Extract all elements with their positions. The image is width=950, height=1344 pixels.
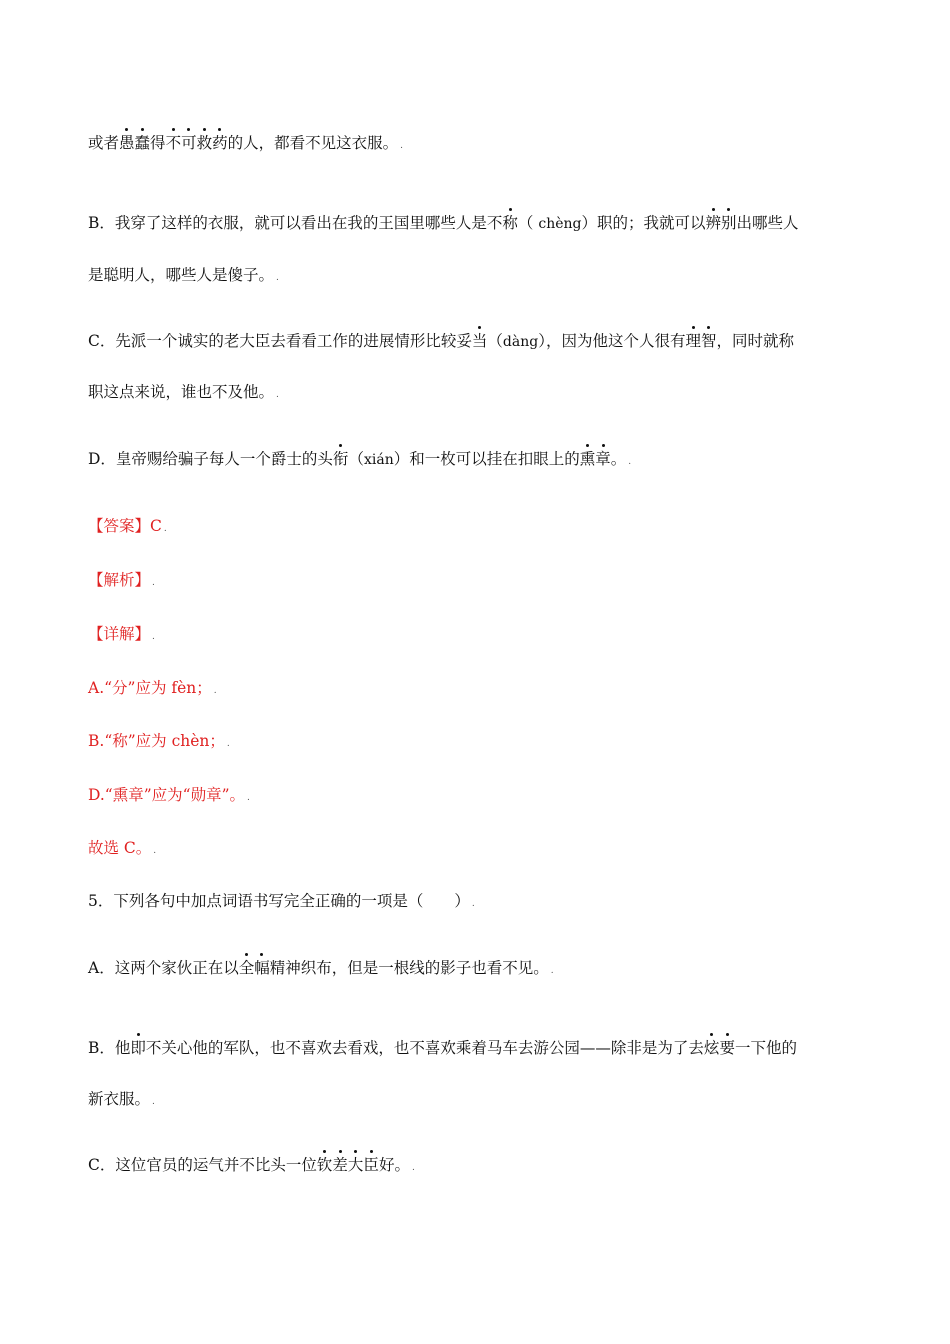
option-a-continuation xyxy=(88,132,403,157)
pinyin: dàng xyxy=(502,334,539,350)
paragraph-mark: . xyxy=(471,899,475,909)
dotted-char: 愚 xyxy=(119,134,135,152)
text: 的人，都看不见这衣服。 xyxy=(227,134,399,152)
paragraph-mark: . xyxy=(213,686,217,696)
paragraph-mark: . xyxy=(550,966,554,976)
q5-option-b-line1 xyxy=(88,1037,797,1059)
text: C．这位官员的运气并不比头一位 xyxy=(88,1156,317,1174)
dotted-word: 即 xyxy=(130,1039,146,1057)
text: A．这两个家伙正在以 xyxy=(88,959,239,977)
text: 精神织布，但是一根线的影子也看不见。 xyxy=(269,959,549,977)
dotted-char: 炫 xyxy=(703,1039,720,1057)
dotted-char: 药 xyxy=(212,134,228,152)
text: 好。 xyxy=(378,1156,410,1174)
text: D．皇帝赐给骗子每人一个爵士的头 xyxy=(88,450,333,468)
option-b-line1 xyxy=(88,212,799,235)
text: ）职的；我就可以 xyxy=(581,214,706,232)
text: 5．下列各句中加点词语书写完全正确的一项是（ ） xyxy=(88,892,470,910)
text: 或者 xyxy=(88,134,120,152)
paragraph-mark: . xyxy=(276,273,279,283)
text: （ xyxy=(517,214,539,232)
option-d-line xyxy=(88,448,631,473)
dotted-char: 差 xyxy=(332,1156,348,1174)
dotted-char: 章 xyxy=(595,450,611,468)
text: C．先派一个诚实的老大臣去看看工作的进展情形比较妥 xyxy=(88,332,472,350)
dotted-char: 别 xyxy=(721,214,737,232)
q5-option-b-line2 xyxy=(88,1088,155,1113)
option-c-line2 xyxy=(88,381,279,406)
q5-option-c xyxy=(88,1154,415,1179)
text: 故选 C。 xyxy=(88,839,152,857)
conclusion-line xyxy=(88,837,156,862)
text: D.“熏章”应为“勋章”。 xyxy=(88,786,245,804)
explain-a xyxy=(88,677,217,702)
pinyin: chèng xyxy=(538,216,582,232)
dotted-char: 辨 xyxy=(705,214,722,232)
dotted-word: 衔 xyxy=(332,450,349,468)
paragraph-mark: . xyxy=(152,578,155,588)
paragraph-mark: . xyxy=(163,524,167,534)
text: 一下他的 xyxy=(734,1039,797,1057)
dotted-char: 幅 xyxy=(254,959,270,977)
text: 不关心他的军队，也不喜欢去看戏，也不喜欢乘着马车去游公园——除非是为了去 xyxy=(145,1039,704,1057)
dotted-word: 当 xyxy=(471,332,488,350)
paragraph-mark: . xyxy=(152,632,155,642)
text: B．我穿了这样的衣服，就可以看出在我的王国里哪些人是不 xyxy=(88,214,503,232)
text: ），因为他这个人很有 xyxy=(538,332,686,350)
answer-line xyxy=(88,515,167,540)
text: 出哪些人 xyxy=(736,214,799,232)
paragraph-mark: . xyxy=(226,739,230,749)
paragraph-mark: . xyxy=(153,846,157,856)
text: （ xyxy=(487,332,503,350)
dotted-char: 全 xyxy=(238,959,255,977)
explain-d xyxy=(88,784,250,809)
dotted-word xyxy=(239,959,270,977)
paragraph-mark: . xyxy=(400,141,404,151)
text: B.“称”应为 chèn； xyxy=(88,732,225,750)
dotted-word xyxy=(317,1156,379,1174)
detail-line xyxy=(88,623,155,648)
dotted-word: 称 xyxy=(502,214,518,232)
paragraph-mark: . xyxy=(628,457,632,467)
text: ，同时就称 xyxy=(716,332,795,350)
text: ）和一枚可以挂在扣眼上的 xyxy=(393,450,580,468)
paragraph-mark: . xyxy=(247,793,250,803)
dotted-char: 可 xyxy=(181,134,197,152)
paragraph-mark: . xyxy=(276,390,279,400)
explain-b xyxy=(88,730,230,755)
dotted-word xyxy=(166,134,228,152)
analysis-label: 【解析】 xyxy=(88,571,151,589)
dotted-char: 要 xyxy=(719,1039,735,1057)
dotted-word xyxy=(685,332,716,350)
text: 。 xyxy=(610,450,627,468)
dotted-word xyxy=(119,134,150,152)
analysis-line xyxy=(88,569,155,594)
answer-label: 【答案】 xyxy=(88,517,151,535)
dotted-word xyxy=(706,214,737,232)
dotted-char: 理 xyxy=(685,332,701,350)
dotted-char: 大 xyxy=(347,1156,364,1174)
dotted-char: 不 xyxy=(165,134,182,152)
text: B．他 xyxy=(88,1039,131,1057)
dotted-char: 蠢 xyxy=(134,134,151,152)
dotted-char: 救 xyxy=(196,134,213,152)
text: 是聪明人，哪些人是傻子。 xyxy=(88,266,275,284)
pinyin: xián xyxy=(363,452,394,468)
text: （ xyxy=(348,450,364,468)
detail-label: 【详解】 xyxy=(88,625,151,643)
dotted-word xyxy=(704,1039,735,1057)
dotted-char: 智 xyxy=(700,332,717,350)
dotted-char: 臣 xyxy=(363,1156,379,1174)
option-c-line1 xyxy=(88,330,794,353)
answer-value: C xyxy=(150,517,162,535)
option-b-line2 xyxy=(88,264,279,289)
dotted-char: 熏 xyxy=(579,450,596,468)
text: 得 xyxy=(150,134,166,152)
text: 新衣服。 xyxy=(88,1090,151,1108)
text: 职这点来说，谁也不及他。 xyxy=(88,383,275,401)
paragraph-mark: . xyxy=(152,1097,155,1107)
text: A.“分”应为 fèn； xyxy=(88,679,212,697)
dotted-char: 钦 xyxy=(316,1156,333,1174)
paragraph-mark: . xyxy=(411,1163,415,1173)
q5-option-a xyxy=(88,957,554,982)
dotted-word xyxy=(580,450,611,468)
q5-stem xyxy=(88,890,475,915)
